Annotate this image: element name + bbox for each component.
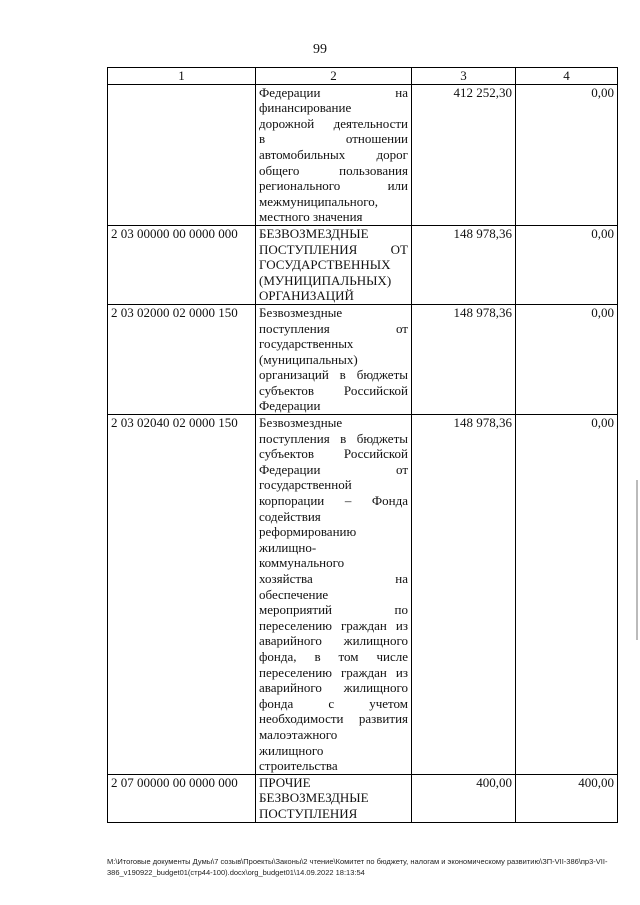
budget-table (107, 67, 618, 823)
amount-column-3: 148 978,36 (412, 304, 516, 414)
file-path-footer (107, 856, 617, 878)
income-name-line: мероприятий по (259, 602, 408, 618)
table-row (108, 225, 618, 304)
amount-column-3: 412 252,30 (412, 84, 516, 225)
income-name-line: БЕЗВОЗМЕЗДНЫЕ (259, 225, 369, 241)
classification-code: 2 03 00000 00 0000 000 (108, 225, 256, 304)
income-name-line: ПРОЧИЕ (259, 774, 311, 790)
amount-column-4: 400,00 (516, 774, 618, 822)
footer-line-1: M:\Итоговые документы Думы\7 созыв\Проекты\Законы\2 чтение\Комитет по бюджету, налогам и экономическому развитию\ЗП-VII-386\пр3-VII- (107, 857, 608, 866)
income-name-line: (МУНИЦИПАЛЬНЫХ) (259, 272, 392, 288)
income-name-line: хозяйства на (259, 571, 408, 586)
amount-column-3: 148 978,36 (412, 225, 516, 304)
income-name-line: коммунального (259, 555, 345, 571)
income-name-line: содействия (259, 508, 321, 524)
income-name-line: дорожной деятельности (259, 115, 408, 131)
income-name-line: фонда с учетом (259, 695, 408, 711)
table-row (108, 774, 618, 822)
income-name-line: Федерации от (259, 461, 408, 477)
column-header-2: 2 (256, 68, 412, 85)
classification-code: 2 03 02040 02 0000 150 (108, 415, 256, 775)
income-name-line: ПОСТУПЛЕНИЯ (259, 805, 358, 821)
classification-code: 2 03 02000 02 0000 150 (108, 304, 256, 414)
income-name-line: ОРГАНИЗАЦИЙ (259, 288, 354, 304)
income-name-line: Безвозмездные (259, 415, 343, 431)
classification-code: 2 07 00000 00 0000 000 (108, 774, 256, 822)
income-name-line: жилищного (259, 742, 324, 758)
income-name-line: жилищно- (259, 539, 317, 555)
income-name-line: обеспечение (259, 586, 329, 602)
amount-column-3: 400,00 (412, 774, 516, 822)
income-name-line: автомобильных дорог (259, 146, 408, 162)
income-name-line: межмуниципального, (259, 193, 379, 209)
income-name-line: БЕЗВОЗМЕЗДНЫЕ (259, 790, 369, 806)
income-name-line: (муниципальных) (259, 351, 358, 367)
income-name (256, 304, 412, 414)
income-name-line: регионального или (259, 178, 408, 194)
income-name-line: фонда, в том числе (259, 648, 408, 664)
amount-column-4: 0,00 (516, 84, 618, 225)
income-name-line: местного значения (259, 209, 363, 225)
income-name-line: строительства (259, 758, 338, 774)
column-header-1: 1 (108, 68, 256, 85)
table-header-row (108, 68, 618, 85)
amount-column-4: 0,00 (516, 304, 618, 414)
income-name-line: корпорации – Фонда (259, 493, 408, 509)
income-name-line: государственной (259, 477, 352, 493)
income-name-line: поступления в бюджеты (259, 430, 408, 446)
page-number: 99 (313, 42, 327, 57)
income-name (256, 774, 412, 822)
income-name-line: общего пользования (259, 162, 408, 178)
footer-line-2: 386_v190922_budget01(стр44-100).docx\org_budget01\14.09.2022 18:13:54 (107, 868, 365, 877)
amount-column-4: 0,00 (516, 225, 618, 304)
income-name-line: переселению граждан из (259, 617, 408, 633)
income-name (256, 225, 412, 304)
income-name-line: субъектов Российской (259, 446, 408, 462)
income-name-line: государственных (259, 336, 354, 352)
income-name-line: реформированию (259, 524, 357, 540)
income-name-line: финансирование (259, 100, 352, 116)
income-name-line: в отношении (259, 131, 408, 147)
income-name-line: Федерации (259, 398, 321, 414)
table-row (108, 415, 618, 775)
income-name-line: Федерации на (259, 84, 408, 100)
income-name (256, 84, 412, 225)
income-name-line: малоэтажного (259, 726, 338, 742)
income-name-line: переселению граждан из (259, 664, 408, 680)
income-name-line: организаций в бюджеты (259, 367, 408, 383)
income-name-line: ПОСТУПЛЕНИЯ ОТ (259, 241, 408, 257)
table-row (108, 84, 618, 225)
column-header-3: 3 (412, 68, 516, 85)
amount-column-4: 0,00 (516, 415, 618, 775)
column-header-4: 4 (516, 68, 618, 85)
income-name (256, 415, 412, 775)
classification-code (108, 84, 256, 225)
scan-edge-mark (636, 480, 638, 640)
table-row (108, 304, 618, 414)
income-name-line: субъектов Российской (259, 382, 408, 398)
income-name-line: аварийного жилищного (259, 633, 408, 649)
income-name-line: Безвозмездные (259, 304, 343, 320)
income-name-line: поступления от (259, 320, 408, 336)
income-name-line: ГОСУДАРСТВЕННЫХ (259, 257, 391, 273)
income-name-line: аварийного жилищного (259, 680, 408, 696)
income-name-line: необходимости развития (259, 711, 408, 727)
amount-column-3: 148 978,36 (412, 415, 516, 775)
